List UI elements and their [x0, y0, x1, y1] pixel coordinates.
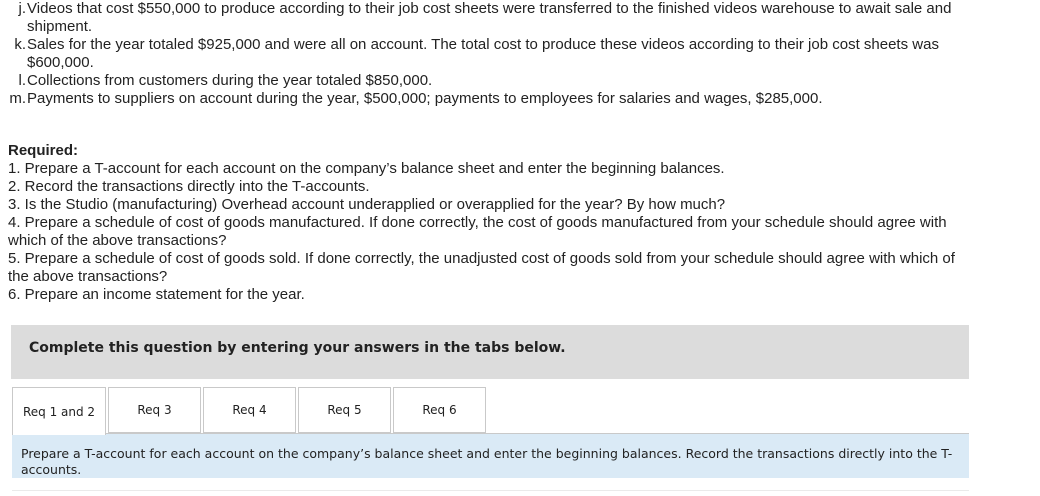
tab-req-3[interactable]: Req 3	[108, 387, 201, 433]
tab-req-4[interactable]: Req 4	[203, 387, 296, 433]
transaction-text: Videos that cost $550,000 to produce according to their job cost sheets were transferred to the finished videos warehouse to await sale and shipment.	[27, 0, 952, 35]
transaction-item	[0, 90, 960, 108]
transaction-item	[0, 0, 960, 36]
required-item: 1. Prepare a T-account for each account on the company’s balance sheet and enter the beginning balances.	[8, 160, 725, 177]
requirement-tabs	[12, 387, 488, 434]
required-section	[8, 142, 968, 304]
required-item: 3. Is the Studio (manufacturing) Overhead account underapplied or overapplied for the year? By how much?	[8, 196, 726, 213]
tab-req-1-and-2[interactable]: Req 1 and 2	[12, 387, 106, 435]
transaction-item	[0, 36, 960, 72]
transaction-text: Sales for the year totaled $925,000 and were all on account. The total cost to produce these videos according to their job cost sheets was $600,000.	[27, 36, 939, 71]
transaction-letter: j.	[18, 0, 26, 17]
transaction-letter: l.	[18, 72, 26, 89]
tab-req-6[interactable]: Req 6	[393, 387, 486, 433]
required-title: Required:	[8, 142, 79, 159]
divider	[12, 490, 969, 496]
tab-content-text: Prepare a T-account for each account on the company’s balance sheet and enter the beginning balances. Record the transactions directly into the T-accounts.	[21, 446, 953, 477]
transaction-letter: k.	[14, 36, 26, 53]
transaction-list	[0, 0, 960, 108]
required-item: 4. Prepare a schedule of cost of goods manufactured. If done correctly, the cost of goods manufactured from your schedule should agree with which of the above transactions?	[8, 214, 947, 249]
transaction-text: Payments to suppliers on account during the year, $500,000; payments to employees for salaries and wages, $285,000.	[27, 90, 823, 107]
tab-content-panel	[12, 433, 969, 478]
required-item: 6. Prepare an income statement for the year.	[8, 286, 305, 303]
instructions-banner	[11, 325, 969, 379]
tab-req-5[interactable]: Req 5	[298, 387, 391, 433]
transaction-text: Collections from customers during the year totaled $850,000.	[27, 72, 433, 89]
required-item: 5. Prepare a schedule of cost of goods sold. If done correctly, the unadjusted cost of goods sold from your schedule should agree with which of the above transactions?	[8, 250, 955, 285]
transaction-letter: m.	[9, 90, 26, 107]
instructions-text: Complete this question by entering your answers in the tabs below.	[29, 340, 566, 356]
required-item: 2. Record the transactions directly into the T-accounts.	[8, 178, 370, 195]
transaction-item	[0, 72, 960, 90]
